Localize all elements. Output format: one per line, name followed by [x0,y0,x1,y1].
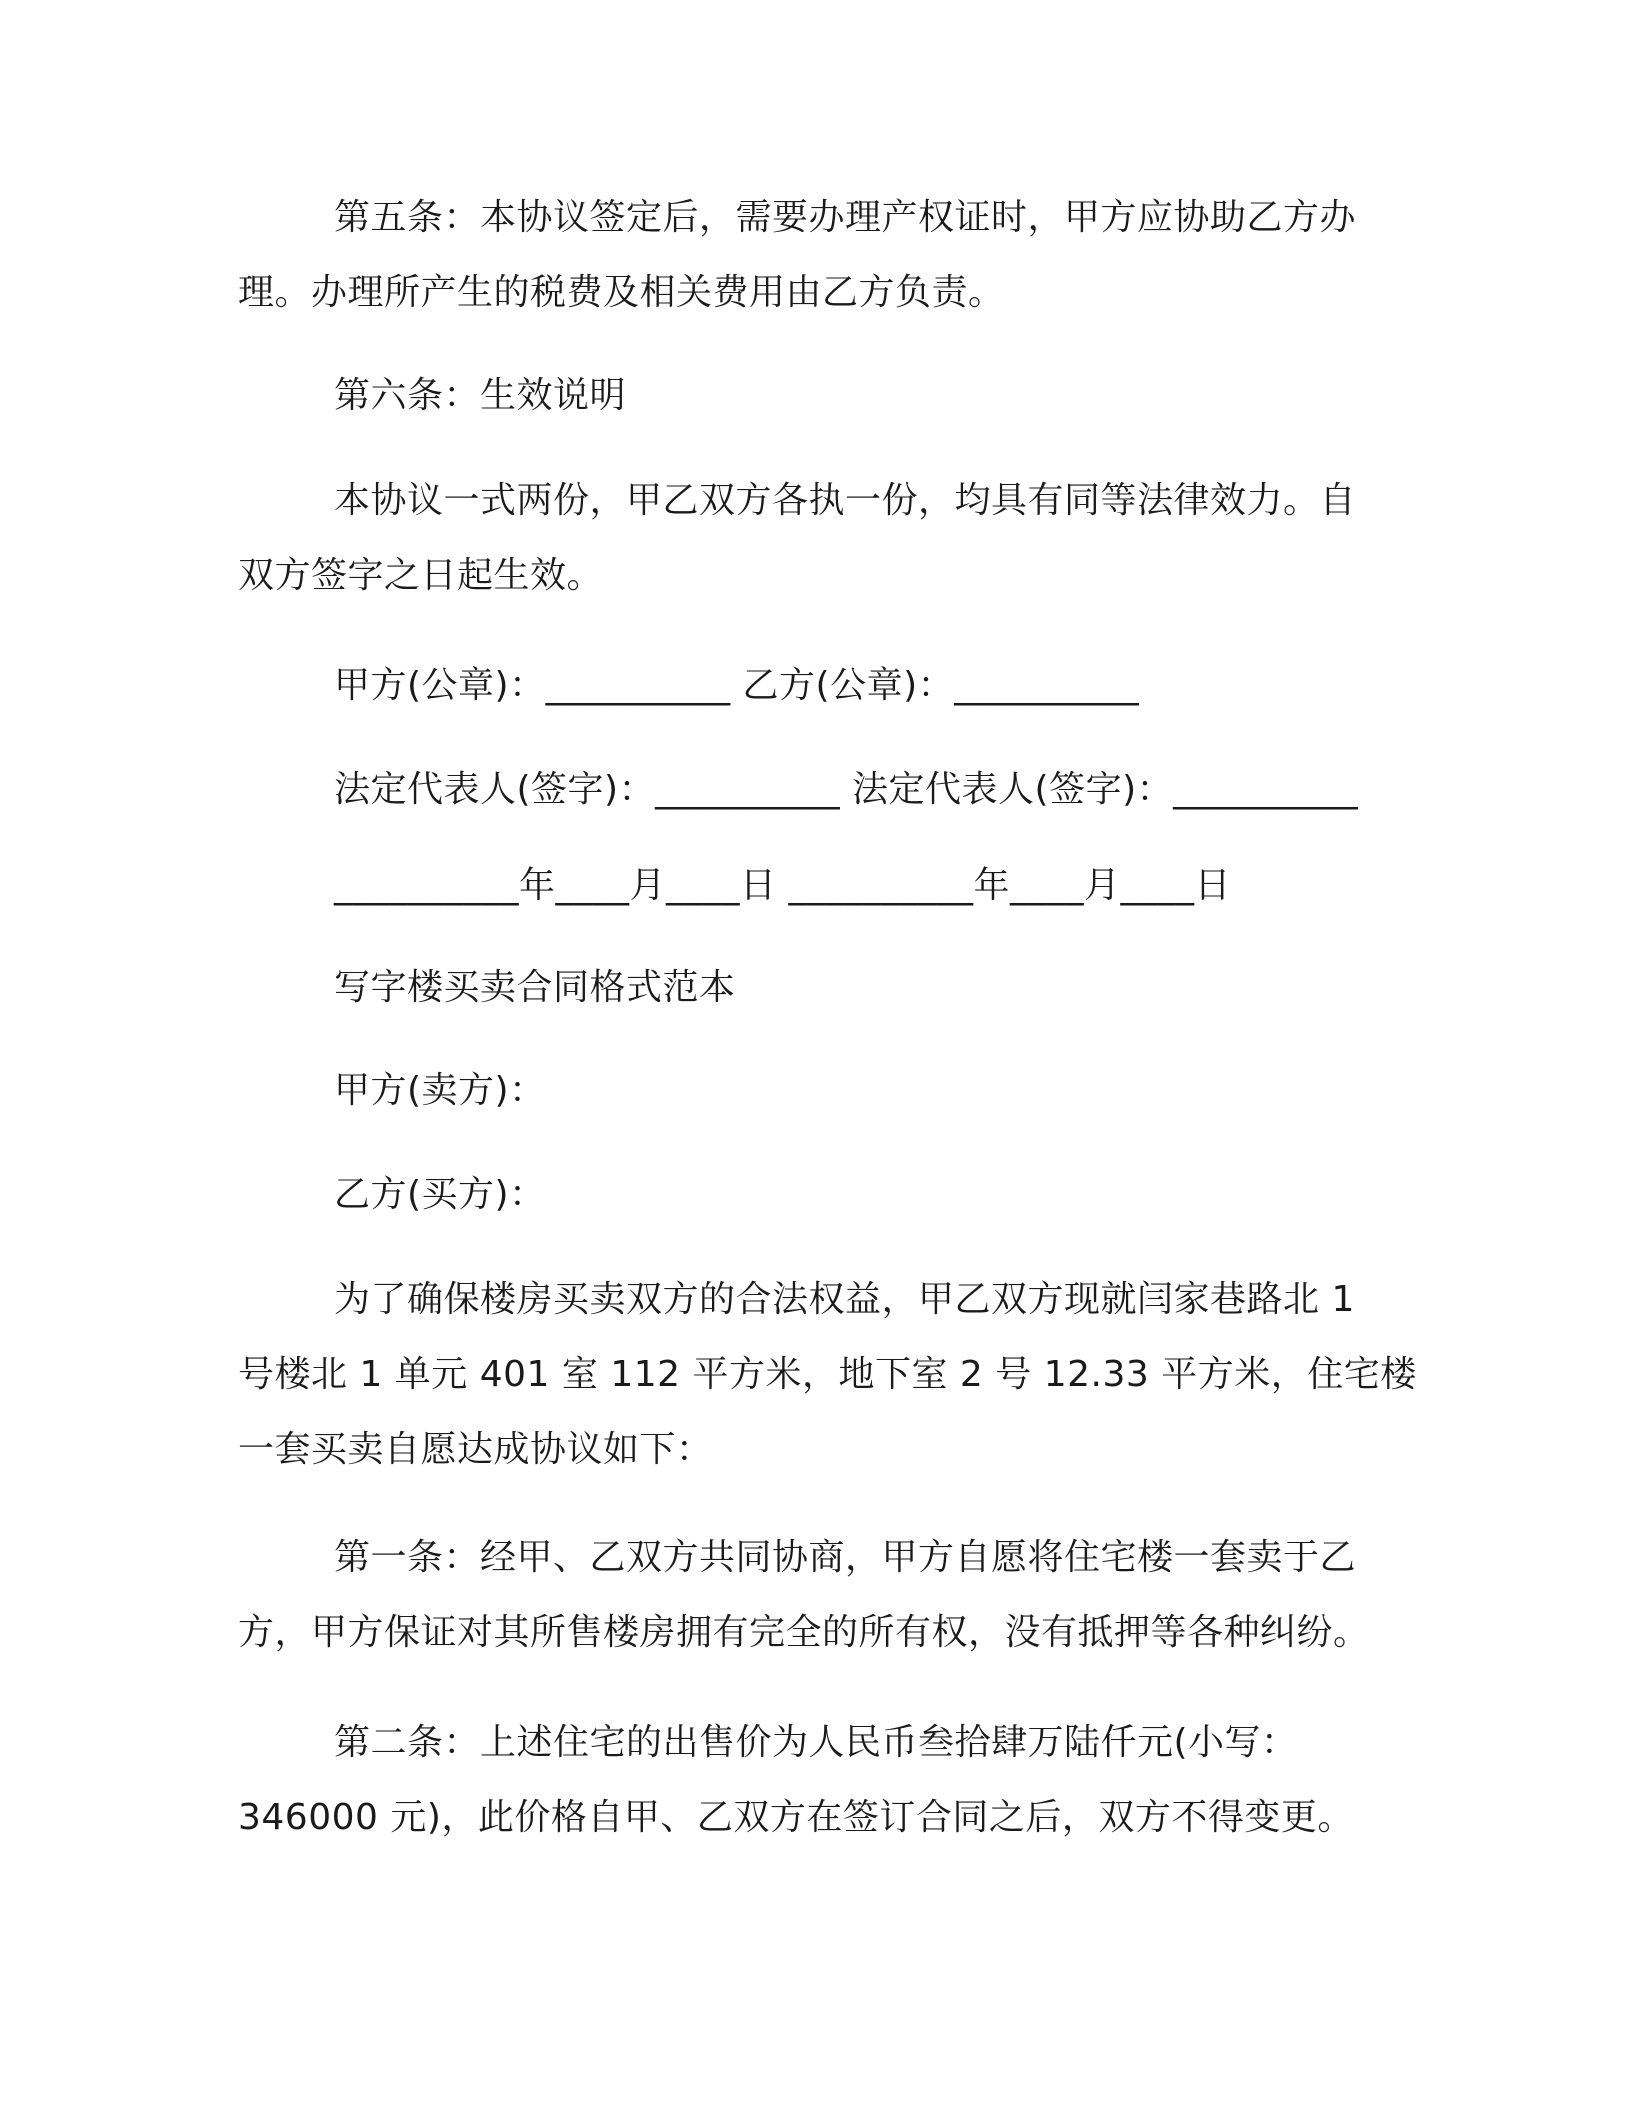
text-line: 第五条：本协议签定后，需要办理产权证时，甲方应协助乙方办 [334,197,1357,238]
text-line: __________年____月____日 __________年____月____日 [334,865,1231,906]
article-5-paragraph [238,180,1368,330]
text-line: 双方签字之日起生效。 [238,555,604,596]
date-line [238,848,1368,923]
text-line: 乙方(买方)： [334,1174,546,1215]
text-line: 一套买卖自愿达成协议如下： [238,1429,713,1470]
text-line: 本协议一式两份，甲乙双方各执一份，均具有同等法律效力。自 [334,480,1357,521]
article-6-heading [238,358,1368,433]
signature-line [238,752,1368,827]
text-line: 第一条：经甲、乙双方共同协商，甲方自愿将住宅楼一套卖于乙 [334,1537,1357,1578]
article-2-paragraph [238,1705,1368,1855]
preamble-paragraph [238,1262,1417,1487]
text-line: 理。办理所产生的税费及相关费用由乙方负责。 [238,272,1005,313]
party-b-line [238,1157,1368,1232]
text-line: 号楼北 1 单元 401 室 112 平方米，地下室 2 号 12.33 平方米，住宅楼 [238,1354,1417,1395]
text-line: 346000 元)，此价格自甲、乙双方在签订合同之后，双方不得变更。 [238,1797,1354,1838]
contract-title [238,950,1368,1025]
effect-clause-paragraph [238,463,1368,613]
text-line: 为了确保楼房买卖双方的合法权益，甲乙双方现就闫家巷路北 1 [334,1279,1355,1320]
text-line: 法定代表人(签字)：__________ 法定代表人(签字)：__________ [334,769,1359,810]
article-1-paragraph [238,1520,1368,1670]
text-line: 第六条：生效说明 [334,375,627,416]
text-line: 甲方(公章)：__________ 乙方(公章)：__________ [334,665,1140,706]
text-line: 写字楼买卖合同格式范本 [334,967,736,1008]
seal-line [238,648,1368,723]
text-line: 甲方(卖方)： [334,1070,546,1111]
party-a-line [238,1053,1368,1128]
text-line: 方，甲方保证对其所售楼房拥有完全的所有权，没有抵押等各种纠纷。 [238,1612,1370,1653]
text-line: 第二条：上述住宅的出售价为人民币叁拾肆万陆仟元(小写： [334,1722,1298,1763]
